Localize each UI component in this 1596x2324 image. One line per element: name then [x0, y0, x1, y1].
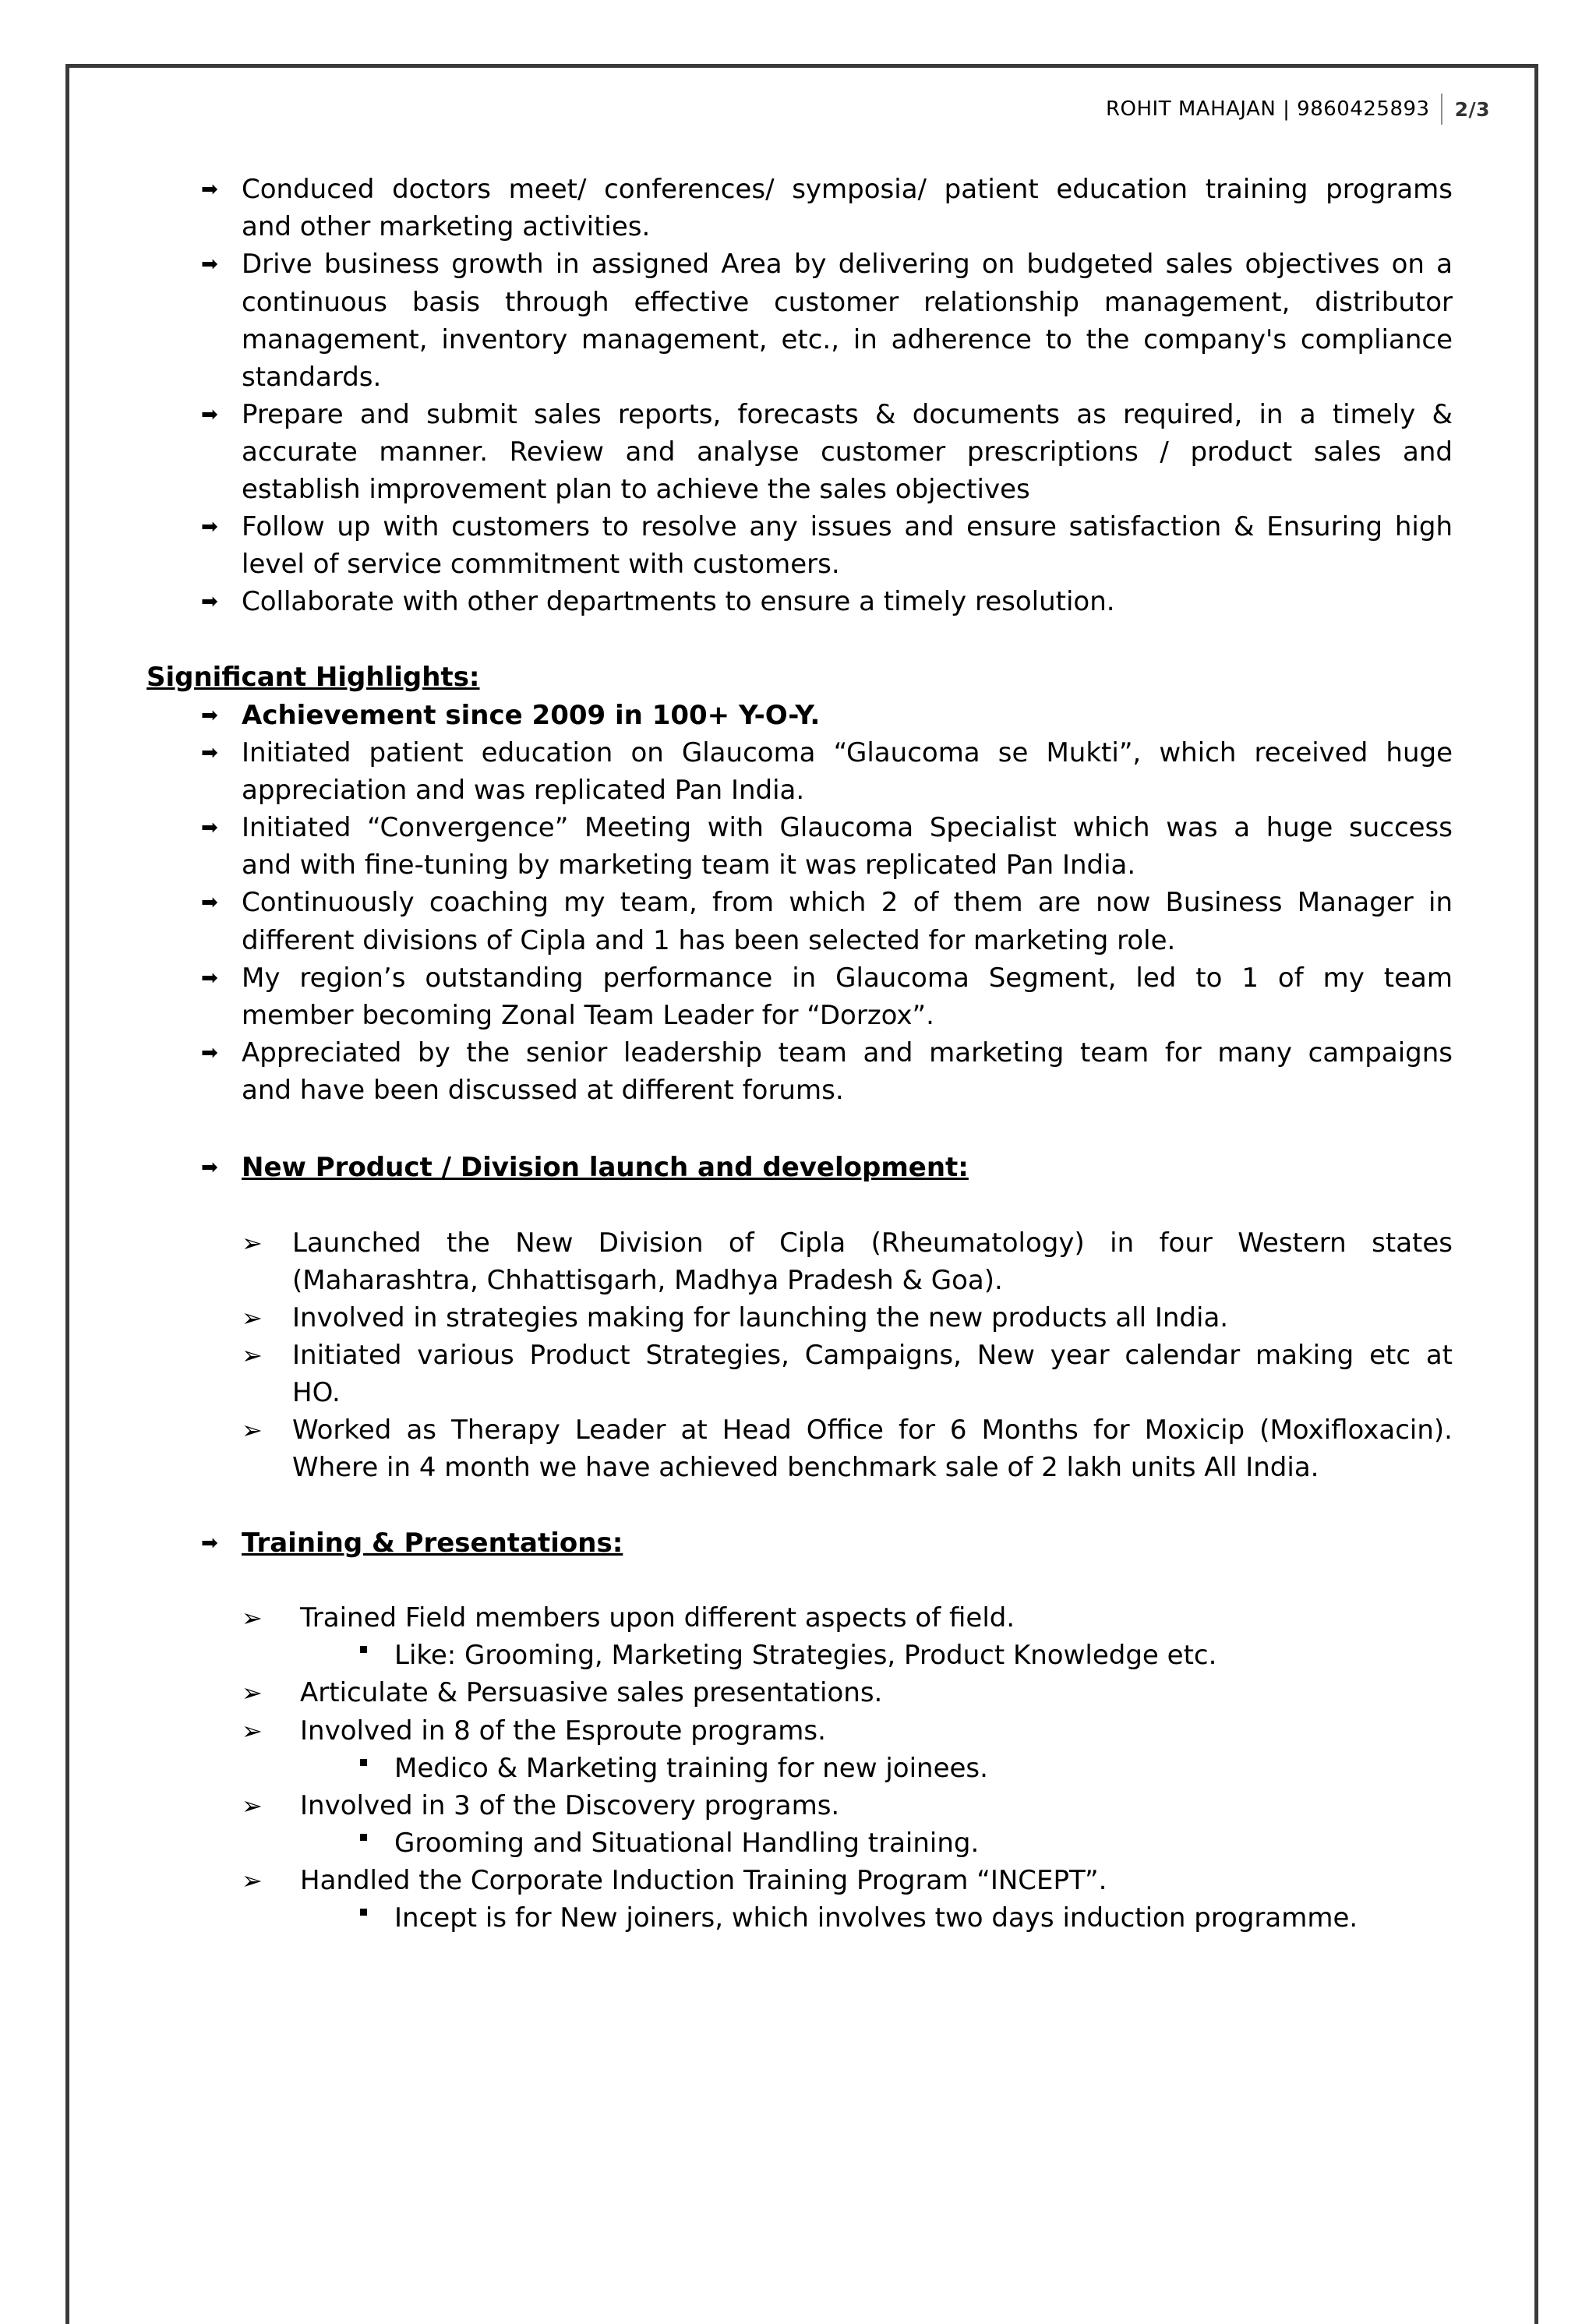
- list-item-line: level of service commitment with customers.: [242, 549, 840, 580]
- list-item-line: Handled the Corporate Induction Training Program “INCEPT”.: [300, 1865, 1107, 1896]
- list-item-line: Appreciated by the senior leadership team and marketing team for many campaigns: [242, 1037, 1453, 1068]
- chevron-bullet-icon: ➢: [242, 1678, 263, 1708]
- chevron-bullet-icon: ➢: [242, 1340, 263, 1370]
- list-item-line: Achievement since 2009 in 100+ Y-O-Y.: [242, 700, 821, 731]
- sub-item-line: Like: Grooming, Marketing Strategies, Product Knowledge etc.: [394, 1640, 1217, 1671]
- list-item-line: standards.: [242, 362, 382, 393]
- list-item-line: Follow up with customers to resolve any issues and ensure satisfaction & Ensuring high: [242, 511, 1453, 542]
- list-item-line: different divisions of Cipla and 1 has been selected for marketing role.: [242, 925, 1176, 956]
- header-name-phone: ROHIT MAHAJAN | 9860425893: [1105, 97, 1430, 121]
- list-item-line: appreciation and was replicated Pan India.: [242, 775, 805, 806]
- list-item-line: Involved in 3 of the Discovery programs.: [300, 1790, 840, 1821]
- list-item-line: (Maharashtra, Chhattisgarh, Madhya Pradesh & Goa).: [292, 1265, 1003, 1296]
- list-item-line: Conduced doctors meet/ conferences/ symposia/ patient education training programs: [242, 174, 1453, 205]
- arrow-bullet-icon: ➡: [201, 253, 218, 276]
- arrow-bullet-icon: ➡: [201, 1041, 218, 1065]
- arrow-bullet-icon: ➡: [201, 590, 218, 613]
- arrow-bullet-icon: ➡: [201, 403, 218, 426]
- arrow-bullet-icon: ➡: [201, 741, 218, 765]
- list-item-line: Trained Field members upon different aspects of field.: [300, 1602, 1015, 1634]
- section-heading-training: Training & Presentations:: [242, 1528, 623, 1559]
- list-item-line: and have been discussed at different forums.: [242, 1075, 844, 1106]
- square-bullet-icon: [360, 1646, 367, 1653]
- section-heading-launch: New Product / Division launch and development:: [242, 1152, 969, 1183]
- list-item-line: My region’s outstanding performance in Glaucoma Segment, led to 1 of my team: [242, 962, 1453, 994]
- chevron-bullet-icon: ➢: [242, 1866, 263, 1895]
- chevron-bullet-icon: ➢: [242, 1415, 263, 1445]
- square-bullet-icon: [360, 1909, 367, 1916]
- list-item-line: Collaborate with other departments to ensure a timely resolution.: [242, 586, 1115, 617]
- list-item-line: Articulate & Persuasive sales presentations.: [300, 1677, 883, 1708]
- list-item-line: Involved in 8 of the Esproute programs.: [300, 1715, 826, 1747]
- chevron-bullet-icon: ➢: [242, 1228, 263, 1258]
- sub-item-line: Grooming and Situational Handling training.: [394, 1828, 980, 1859]
- arrow-bullet-icon: ➡: [201, 816, 218, 839]
- list-item-line: Continuously coaching my team, from which 2 of them are now Business Manager in: [242, 887, 1453, 918]
- list-item-line: Drive business growth in assigned Area by delivering on budgeted sales objectives on a: [242, 249, 1453, 280]
- list-item-line: Where in 4 month we have achieved benchmark sale of 2 lakh units All India.: [292, 1452, 1319, 1483]
- arrow-bullet-icon: ➡: [201, 966, 218, 990]
- list-item-line: HO.: [292, 1377, 341, 1408]
- page-number: 2/3: [1454, 97, 1490, 121]
- arrow-bullet-icon: ➡: [201, 178, 218, 201]
- list-item-line: and with fine-tuning by marketing team it was replicated Pan India.: [242, 849, 1136, 881]
- sub-item-line: Medico & Marketing training for new joinees.: [394, 1753, 988, 1784]
- list-item-line: management, inventory management, etc., in adherence to the company's compliance: [242, 324, 1453, 355]
- list-item-line: Prepare and submit sales reports, forecasts & documents as required, in a timely &: [242, 399, 1453, 430]
- list-item-line: establish improvement plan to achieve the sales objectives: [242, 474, 1030, 505]
- arrow-bullet-icon: ➡: [201, 1531, 218, 1555]
- list-item-line: Initiated various Product Strategies, Campaigns, New year calendar making etc at: [292, 1340, 1453, 1371]
- list-item-line: Worked as Therapy Leader at Head Office for 6 Months for Moxicip (Moxifloxacin).: [292, 1415, 1453, 1446]
- arrow-bullet-icon: ➡: [201, 515, 218, 539]
- arrow-bullet-icon: ➡: [201, 1156, 218, 1179]
- list-item-line: continuous basis through effective customer relationship management, distributor: [242, 287, 1453, 318]
- chevron-bullet-icon: ➢: [242, 1791, 263, 1821]
- sub-item-line: Incept is for New joiners, which involves two days induction programme.: [394, 1902, 1358, 1934]
- arrow-bullet-icon: ➡: [201, 704, 218, 727]
- list-item-line: and other marketing activities.: [242, 211, 651, 242]
- arrow-bullet-icon: ➡: [201, 891, 218, 914]
- header-divider: [1441, 94, 1442, 125]
- page-header: [1106, 94, 1490, 125]
- list-item-line: Involved in strategies making for launching the new products all India.: [292, 1302, 1229, 1333]
- list-item-line: Initiated “Convergence” Meeting with Glaucoma Specialist which was a huge success: [242, 812, 1453, 843]
- square-bullet-icon: [360, 1759, 367, 1766]
- chevron-bullet-icon: ➢: [242, 1303, 263, 1333]
- chevron-bullet-icon: ➢: [242, 1603, 263, 1633]
- chevron-bullet-icon: ➢: [242, 1716, 263, 1746]
- list-item-line: Initiated patient education on Glaucoma “Glaucoma se Mukti”, which received huge: [242, 737, 1453, 768]
- section-heading-highlights: Significant Highlights:: [147, 662, 480, 693]
- list-item-line: accurate manner. Review and analyse customer prescriptions / product sales and: [242, 436, 1453, 468]
- square-bullet-icon: [360, 1834, 367, 1841]
- list-item-line: member becoming Zonal Team Leader for “Dorzox”.: [242, 1000, 934, 1031]
- list-item-line: Launched the New Division of Cipla (Rheumatology) in four Western states: [292, 1227, 1453, 1259]
